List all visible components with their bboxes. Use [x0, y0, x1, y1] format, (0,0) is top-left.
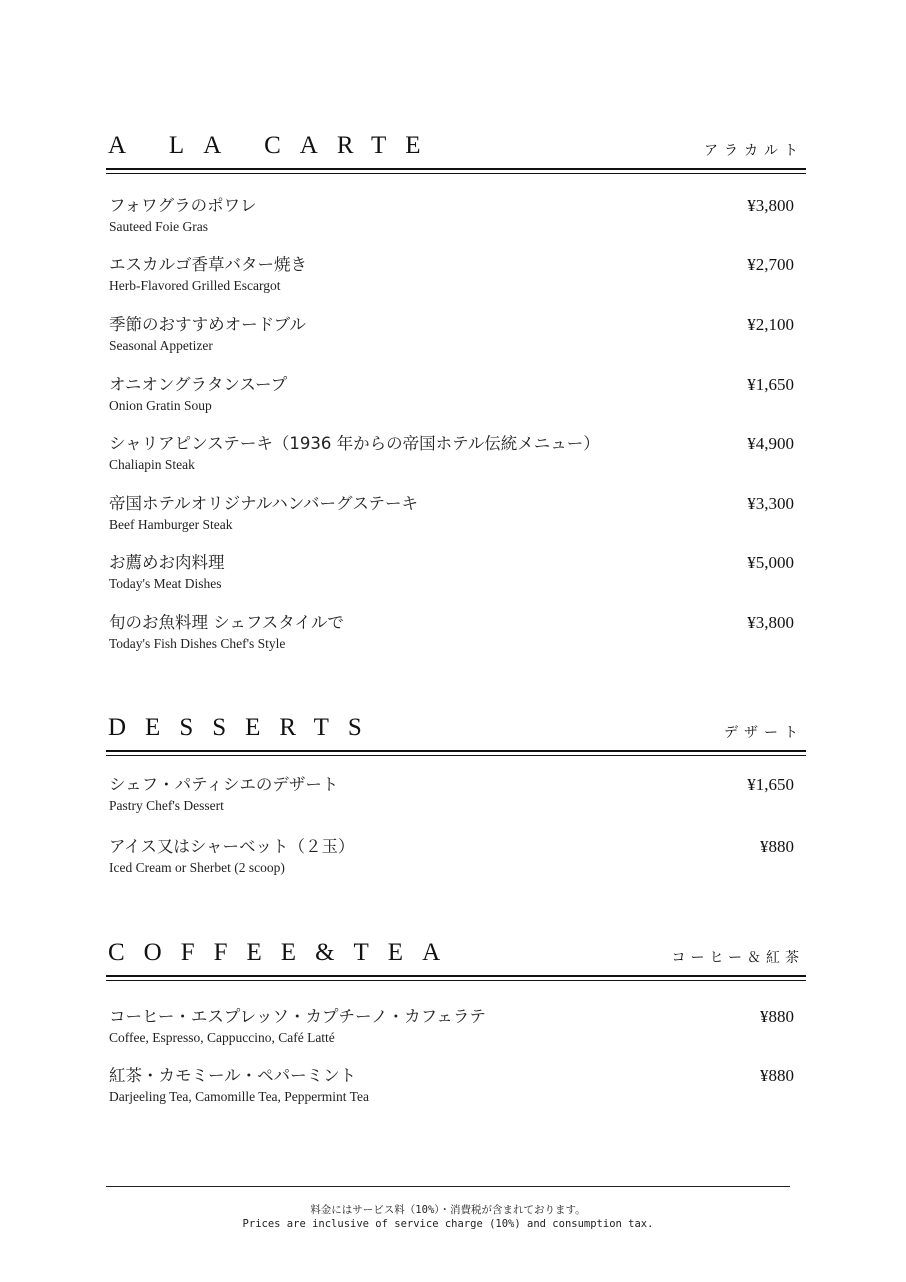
section-title-jp: コーヒー＆紅茶	[671, 950, 804, 966]
section-rule	[106, 168, 806, 170]
item-price: ¥2,100	[747, 315, 794, 334]
menu-item	[106, 314, 806, 374]
menu-item	[106, 374, 806, 433]
menu-item	[106, 552, 806, 612]
item-name-jp: 帝国ホテルオリジナルハンバーグステーキ	[109, 494, 419, 513]
item-price: ¥5,000	[747, 553, 794, 572]
item-price: ¥880	[760, 1066, 794, 1085]
item-name-en: Seasonal Appetizer	[109, 338, 213, 353]
section-header	[106, 935, 806, 975]
menu-item	[106, 774, 806, 836]
menu-item	[106, 612, 806, 656]
footer-note	[106, 1203, 790, 1231]
item-price: ¥3,800	[747, 613, 794, 632]
item-price: ¥1,650	[747, 775, 794, 794]
item-name-en: Beef Hamburger Steak	[109, 517, 233, 532]
footer-rule	[106, 1186, 790, 1187]
section-title: DESSERTS	[108, 714, 381, 741]
menu-item	[106, 195, 806, 254]
section-rule-thin	[106, 980, 806, 981]
menu-item	[106, 1065, 806, 1109]
item-name-en: Sauteed Foie Gras	[109, 219, 208, 234]
item-price: ¥3,800	[747, 196, 794, 215]
item-name-en: Iced Cream or Sherbet (2 scoop)	[109, 860, 285, 875]
section-title-jp: デザート	[724, 725, 804, 741]
footer-line-en: Prices are inclusive of service charge (10%) and consumption tax.	[242, 1218, 654, 1230]
item-name-jp: お薦めお肉料理	[109, 553, 225, 572]
section-rule	[106, 750, 806, 752]
item-name-en: Today's Meat Dishes	[109, 576, 222, 591]
item-price: ¥2,700	[747, 255, 794, 274]
coffee-tea-section	[106, 935, 806, 1109]
menu-list	[106, 774, 806, 880]
item-name-en: Onion Gratin Soup	[109, 398, 212, 413]
menu-item	[106, 493, 806, 552]
section-title: A LA CARTE	[108, 132, 440, 159]
footer-line-jp: 料金にはサービス料（10%）・消費税が含まれております。	[310, 1204, 586, 1216]
section-rule-thin	[106, 755, 806, 756]
item-price: ¥1,650	[747, 375, 794, 394]
menu-list	[106, 195, 806, 656]
item-name-en: Herb-Flavored Grilled Escargot	[109, 278, 281, 293]
item-name-jp: エスカルゴ香草バター焼き	[109, 255, 307, 274]
a-la-carte-section	[106, 128, 806, 656]
section-header	[106, 710, 806, 750]
item-name-en: Coffee, Espresso, Cappuccino, Café Latté	[109, 1030, 335, 1045]
section-header	[106, 128, 806, 168]
item-name-en: Pastry Chef's Dessert	[109, 798, 224, 813]
item-name-jp: 旬のお魚料理 シェフスタイルで	[109, 613, 344, 632]
item-name-jp: シェフ・パティシエのデザート	[109, 775, 339, 794]
item-name-en: Today's Fish Dishes Chef's Style	[109, 636, 286, 651]
item-name-jp: コーヒー・エスプレッソ・カプチーノ・カフェラテ	[109, 1007, 486, 1026]
menu-item	[106, 254, 806, 314]
item-name-jp: シャリアピンステーキ（1936 年からの帝国ホテル伝統メニュー）	[109, 434, 600, 453]
section-rule-thin	[106, 173, 806, 174]
menu-item	[106, 836, 806, 880]
item-price: ¥3,300	[747, 494, 794, 513]
item-price: ¥4,900	[747, 434, 794, 453]
item-name-jp: フォワグラのポワレ	[109, 196, 257, 215]
item-name-en: Chaliapin Steak	[109, 457, 195, 472]
item-name-jp: オニオングラタンスープ	[109, 375, 288, 394]
menu-list	[106, 1006, 806, 1109]
menu-item	[106, 433, 806, 493]
item-price: ¥880	[760, 1007, 794, 1026]
desserts-section	[106, 710, 806, 880]
menu-item	[106, 1006, 806, 1065]
item-price: ¥880	[760, 837, 794, 856]
section-title: COFFEE&TEA	[108, 939, 460, 966]
item-name-jp: 紅茶・カモミール・ペパーミント	[109, 1066, 357, 1085]
item-name-jp: アイス又はシャーベット（２玉）	[109, 837, 355, 856]
item-name-en: Darjeeling Tea, Camomille Tea, Peppermint Tea	[109, 1089, 369, 1104]
section-title-jp: アラカルト	[704, 143, 804, 159]
section-rule	[106, 975, 806, 977]
item-name-jp: 季節のおすすめオードブル	[109, 315, 307, 334]
